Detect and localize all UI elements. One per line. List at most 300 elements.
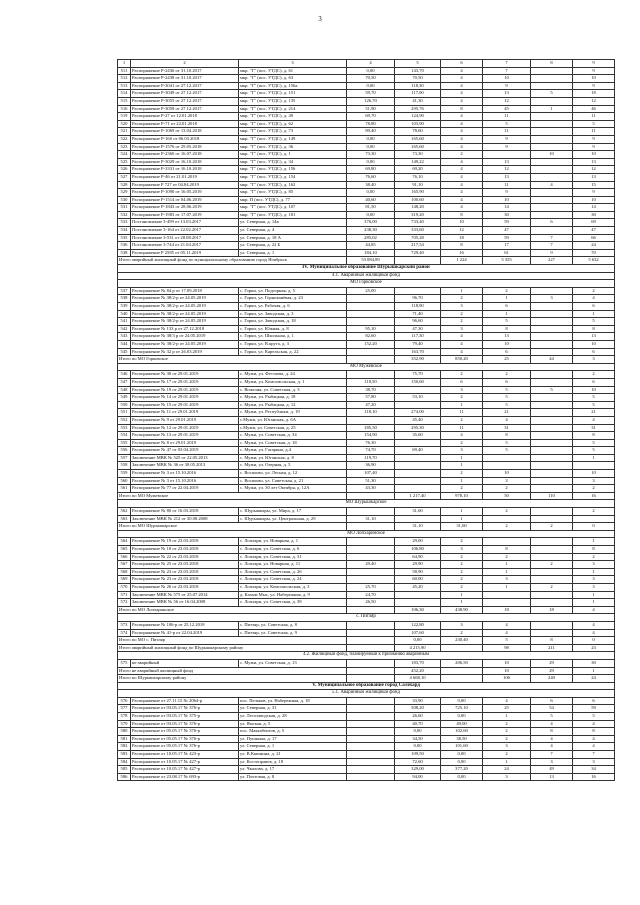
table-cell: 7 [483,67,531,75]
table-cell: 8 [483,325,531,333]
table-cell: 6 [573,348,615,356]
table-cell: Постановление 3-531 от 28.08.2017 [131,234,239,242]
table-cell: 3 [573,561,615,569]
table-cell: Распоряжение от 05.05.17 № 376-р [131,735,239,743]
table-cell: Итого аварийный жилищный фонд по Шурышкарскому району [118,644,347,652]
table-cell: 117,00 [395,90,441,98]
table-header-row [118,60,615,68]
table-cell: 29,40 [347,561,395,569]
table-cell [395,439,441,447]
table-cell: 0,00 [395,743,441,751]
table-cell [531,477,573,485]
table-cell: ул. Почтовая, д. 8 [239,773,347,781]
table-cell: Распоряжение № 32 р от 26.03.2019 [131,348,239,356]
table-cell [483,151,531,159]
table-cell: 4 [531,720,573,728]
table-cell: 3 [483,773,531,781]
table-cell: д. Казым Мыс, ул. Набережная, д. 9 [239,591,347,599]
table-cell: 2 [441,583,483,591]
table-cell: Распоряжение № 23 от 23.03.2018 [131,576,239,584]
table-cell: 522 [118,135,131,143]
table-cell: Распоряжение № 14 от 29.01.2019 [131,394,239,402]
subsection-heading-row [118,272,615,280]
table-cell: Распоряжение от 23.08.17 № 693-р [131,773,239,781]
table-cell: 519 [118,113,131,121]
table-cell [531,454,573,462]
table-cell [347,720,395,728]
table-cell: Распоряжение № 3 от 15.10.2016 [131,477,239,485]
table-cell: 285,02 [347,234,395,242]
table-cell [483,538,531,546]
table-cell: 2 [483,287,531,295]
table-cell: 524 [118,151,131,159]
table-cell: 3 [441,447,483,455]
table-cell: с. Горки, ул. Школьная, д. 1 [239,333,347,341]
table-cell: 4 [483,629,531,637]
table-cell: 18 [531,606,573,614]
table-cell: 2 [483,485,531,493]
total-row [118,492,615,500]
table-cell: 2 [483,371,531,379]
table-cell: 1 [441,508,483,516]
table-cell: Распоряжение от 10.05.17 № 427-р [131,766,239,774]
table-cell: 4 [441,128,483,136]
table-cell: Распоряжение Р-71 от 22.01.2018 [131,120,239,128]
table-cell: 725,10 [441,705,483,713]
table-cell [483,515,531,523]
table-cell: 2 [441,629,483,637]
table-cell: 5 [573,318,615,326]
table-cell: мкр. "Г" (пос. УТДС), д. 36 [239,143,347,151]
table-cell: 6 [483,303,531,311]
table-cell: мкр. "Г" (пос. УТДС), д. 181 [239,211,347,219]
table-cell [441,675,483,683]
table-row [118,386,615,394]
table-cell: 66 [573,234,615,242]
table-cell: МО Мужевское [118,363,615,371]
table-cell: 3 [483,743,531,751]
table-cell: 3 [573,583,615,591]
table-cell: 4 [441,97,483,105]
table-cell [347,371,395,379]
table-cell: 352,90 [395,356,441,364]
table-cell: мкр. "Г" (пос. УТДС), д. 73 [239,128,347,136]
table-cell: 126,70 [347,97,395,105]
table-cell: с. Лопхари, ул. Комсомольская, д. 3 [239,583,347,591]
table-cell: 0,00 [347,143,395,151]
table-cell [347,675,395,683]
table-row [118,599,615,607]
table-cell [347,303,395,311]
table-cell: 8 [483,546,531,554]
table-cell: 24 [573,242,615,250]
table-cell: 4 [441,173,483,181]
table-row [118,135,615,143]
table-cell [531,568,573,576]
table-cell: МО Лопхаринское [118,530,615,538]
table-cell: 570 [118,583,131,591]
table-cell: пос. Пельков, ул. Набережная, д. 18 [239,697,347,705]
table-cell: 0,00 [347,82,395,90]
table-cell: 0,00 [441,697,483,705]
table-cell: 2 [441,553,483,561]
table-cell: 10 [573,75,615,83]
table-row [118,758,615,766]
table-cell: 583 [118,751,131,759]
table-row [118,538,615,546]
table-cell: Постановление 3-499 от 13.03.2017 [131,219,239,227]
table-cell: 2 [573,287,615,295]
total-row [118,637,615,645]
table-cell: 1 [483,561,531,569]
table-cell [531,553,573,561]
table-cell: Распоряжение Р-3058 от 27.12.2017 [131,105,239,113]
table-cell: 4.1. Аварийный жилищный фонд [118,272,615,280]
table-cell: ул. Северная, д. 4 [239,227,347,235]
table-cell [347,743,395,751]
table-row [118,659,615,667]
table-cell [347,758,395,766]
table-cell: 576 [118,697,131,705]
table-cell: 74,70 [347,447,395,455]
table-row [118,439,615,447]
table-cell: Распоряжение № 22 от 23.03.2018 [131,553,239,561]
section-heading-row [118,682,615,690]
table-cell: Распоряжение № 13 от 29.01.2019 [131,432,239,440]
table-cell: 7 [531,234,573,242]
table-row [118,333,615,341]
table-cell: Распоряжение Р 2585 от 05.11.2019 [131,249,239,257]
table-cell: 548 [118,386,131,394]
table-cell: 2 [441,394,483,402]
table-cell: 850,20 [441,356,483,364]
table-cell: 9 [483,135,531,143]
table-cell: 0,00 [347,67,395,75]
table-cell: 1 [441,287,483,295]
table-cell [531,303,573,311]
table-cell: 227 [531,257,573,265]
table-row [118,173,615,181]
table-cell: 705,28 [395,234,441,242]
table-cell: 4 [441,196,483,204]
table-cell: 98 [483,644,531,652]
table-cell: 13 [483,173,531,181]
table-cell: 96,60 [395,318,441,326]
table-cell: 11 [483,128,531,136]
table-cell: Распоряжение Р-1090 от 16.05.2019 [131,189,239,197]
table-cell: 12 [483,166,531,174]
table-row [118,629,615,637]
table-cell: 2 [483,553,531,561]
table-cell: с. Горки, ул. Заводская, д. 18 [239,318,347,326]
table-cell: Распоряжение № 11 от 29.01.2019 [131,409,239,417]
table-cell: Распоряжение № 18 от 23.03.2018 [131,546,239,554]
table-cell: 4 [483,621,531,629]
table-cell [347,766,395,774]
table-cell: 533 [118,219,131,227]
table-cell: Распоряжение № 19 от 23.03.2018 [131,538,239,546]
table-cell: 0,00 [395,637,441,645]
table-cell: Распоряжение Р-1843 от 28.06.2019 [131,204,239,212]
table-cell: 0,00 [347,211,395,219]
table-cell [347,576,395,584]
table-cell: 45,20 [395,583,441,591]
table-cell [395,401,441,409]
table-cell: 569 [118,576,131,584]
table-cell: 1 [441,454,483,462]
table-cell: 3 [483,477,531,485]
table-row [118,75,615,83]
table-cell: 78,80 [347,120,395,128]
table-cell: 185,50 [347,424,395,432]
table-cell: с. Горки, ул. В.круга, д. 3 [239,340,347,348]
table-cell: с. Мужи, ул. Фестаева, д. 24 [239,371,347,379]
total-row [118,523,615,531]
table-cell: 4 [573,621,615,629]
table-cell: Итого аварийный жилищный фонд по муниципальному образованию город Ноябрьск [118,257,347,265]
table-cell: 12 [573,97,615,105]
table-cell [483,462,531,470]
table-cell: 513 [118,82,131,90]
table-cell: 149,22 [395,158,441,166]
table-row [118,151,615,159]
table-cell: 70,50 [395,75,441,83]
table-cell [395,470,441,478]
table-cell: 552 [118,416,131,424]
table-cell: с.Мужи, ул. Юганская, д. 6А [239,416,347,424]
table-cell: 1 [441,515,483,523]
table-cell: 578 [118,713,131,721]
table-cell: 35,60 [395,432,441,440]
table-cell: 206,50 [441,659,483,667]
table-cell: 96,70 [395,295,441,303]
table-cell: Итого по МО Горковское [118,356,347,364]
table-cell: 1 [573,454,615,462]
table-cell [347,644,395,652]
total-row [118,606,615,614]
table-cell: 59 [573,705,615,713]
table-cell: 2 [441,371,483,379]
table-cell: 2 [531,561,573,569]
table-row [118,181,615,189]
total-row [118,667,615,675]
table-cell: 5 [573,713,615,721]
table-cell: 30 [573,211,615,219]
table-cell: 3 [441,386,483,394]
table-cell: 1 217,40 [395,492,441,500]
table-cell: Распоряжение № 41-р от 22.04.2019 [131,629,239,637]
table-cell: 13 [531,773,573,781]
table-cell: Распоряжение от 10.05.17 № 427-р [131,758,239,766]
table-cell [531,515,573,523]
table-cell [347,667,395,675]
table-cell: 238,30 [347,227,395,235]
table-cell: 9 [531,249,573,257]
table-cell: 565 [118,546,131,554]
table-cell [531,82,573,90]
table-row [118,378,615,386]
table-cell: 333,60 [395,227,441,235]
table-cell: ул. Северная, д. 1 [239,743,347,751]
table-cell: 9 [573,143,615,151]
table-cell: 549 [118,394,131,402]
table-cell: 49 [531,766,573,774]
table-cell: 31,60 [395,508,441,516]
table-cell: с. Шурышкары, ул. Центральная, д. 29 [239,515,347,523]
table-cell: Постановление 3-744 от 21.04.2017 [131,242,239,250]
table-cell: 29,00 [395,538,441,546]
table-cell: 6 [531,219,573,227]
table-cell: Распоряжение от 05.05.17 № 376-р [131,728,239,736]
table-cell: Распоряжение № 38/2-р от 24.05.2019 [131,303,239,311]
table-cell: 5 [531,90,573,98]
table-cell: 541 [118,318,131,326]
table-cell: 75,70 [395,371,441,379]
table-cell: 4 [441,158,483,166]
table-cell: Распоряжение Р-3041 от 27.12.2017 [131,82,239,90]
table-cell [347,492,395,500]
table-cell: Распоряжение № 106-р от 25.12.2018 [131,621,239,629]
table-row [118,318,615,326]
table-row [118,227,615,235]
table-cell: 13 [573,173,615,181]
table-cell: 211 [531,644,573,652]
table-cell: 64,90 [395,553,441,561]
table-cell: 8 [531,728,573,736]
table-cell: 25,00 [347,287,395,295]
table-cell: Распоряжение Р-3049 от 27.12.2017 [131,90,239,98]
table-cell [395,591,441,599]
table-cell: 6 [441,60,483,68]
table-cell [347,356,395,364]
table-cell: 2 [131,60,239,68]
table-cell: 319,20 [395,211,441,219]
table-cell: 69,40 [395,447,441,455]
table-cell: 5 [483,120,531,128]
table-cell: мкр. П (пос. УТДС), д. 77 [239,196,347,204]
table-cell: 539 [118,303,131,311]
table-cell: 31,10 [347,515,395,523]
table-cell: Заключение МВК № 525 от 22.05.2013 [131,454,239,462]
table-cell [531,340,573,348]
table-cell: 535 [118,234,131,242]
table-cell: 16 [573,773,615,781]
table-cell: 1 [573,310,615,318]
table-cell: 274,00 [395,409,441,417]
table-cell: 107,40 [347,470,395,478]
table-cell: 5 [483,394,531,402]
table-row [118,416,615,424]
table-cell: мкр. "Г" (пос. УТДС), д. 61 [239,67,347,75]
table-cell: 729,40 [395,249,441,257]
table-cell: 4 [441,432,483,440]
table-cell: Итого по МО Лопхаринское [118,606,347,614]
table-cell: 2 [441,416,483,424]
table-cell: 4 [573,416,615,424]
table-cell: 33,90 [395,697,441,705]
table-cell: 183,70 [395,659,441,667]
table-cell: с. Горки, ул. Подгорная, д. 5 [239,287,347,295]
table-cell: Распоряжение № 3 от 15.10.2016 [131,470,239,478]
table-cell: 4 [441,204,483,212]
table-cell: 511 [118,67,131,75]
table-cell: 5 [483,318,531,326]
table-cell: 78,60 [395,128,441,136]
table-cell: 4 [441,75,483,83]
table-cell: 50 [483,492,531,500]
table-cell: с. Мужи, ул. Комсомольская, д. 1 [239,378,347,386]
table-cell: 53 084,89 [347,257,395,265]
table-cell: 550 [118,401,131,409]
table-cell: 91,10 [395,181,441,189]
table-cell: 8 [441,105,483,113]
table-cell: с. Лопхари, ул. Новарная, д. 1 [239,538,347,546]
table-row [118,705,615,713]
table-cell: 545 [118,348,131,356]
table-cell: 558 [118,462,131,470]
table-cell: мкр. "Г" (пос. УТДС), д. 107 [239,204,347,212]
table-row [118,242,615,250]
table-cell: 25 [483,705,531,713]
table-cell: 14 [483,204,531,212]
table-cell: 1 [441,477,483,485]
table-row [118,166,615,174]
subsection-heading-row [118,363,615,371]
table-cell [347,295,395,303]
table-cell: 4 [573,720,615,728]
table-cell: 2 [531,523,573,531]
table-cell: Распоряжение № 25 от 23.03.2018 [131,561,239,569]
table-cell: 10 [573,151,615,159]
table-row [118,447,615,455]
table-row [118,196,615,204]
table-cell: 0,00 [441,773,483,781]
table-cell: 376,00 [347,219,395,227]
table-cell: 6 [531,697,573,705]
table-cell [531,333,573,341]
table-cell: 6 [573,303,615,311]
table-cell: Распоряжение № 38/2-р от 24.05.2019 [131,340,239,348]
table-cell [531,599,573,607]
table-row [118,340,615,348]
table-cell: 557 [118,454,131,462]
table-cell: 0,00 [441,713,483,721]
table-cell: 106,30 [395,606,441,614]
table-cell [347,553,395,561]
table-cell: 523 [118,143,131,151]
table-cell: с. Лопхари, ул. Советская, д. 39 [239,599,347,607]
table-cell: 9 [483,82,531,90]
table-cell: 7 [531,751,573,759]
table-cell: Распоряжение № 19 от 29.01.2019 [131,386,239,394]
table-cell: мкр. "Г" (пос. УТДС), д. 1 [239,151,347,159]
table-cell: МО Горковское [118,280,615,288]
table-cell: 11 [573,113,615,121]
table-cell: 31 [573,424,615,432]
table-cell: 4 [483,416,531,424]
table-cell [531,621,573,629]
table-cell: 12 [441,227,483,235]
table-cell: Распоряжение от 03.05.17 № 376-р [131,705,239,713]
table-cell [395,257,441,265]
table-cell: 8 [483,432,531,440]
table-cell [573,462,615,470]
table-cell: Распоряжение № 38/2-р от 24.05.2019 [131,295,239,303]
table-cell: 2 [483,523,531,531]
table-cell: мкр. "Г" (пос. УТДС), д. 162 [239,181,347,189]
table-cell [531,485,573,493]
table-cell: 9 [483,189,531,197]
